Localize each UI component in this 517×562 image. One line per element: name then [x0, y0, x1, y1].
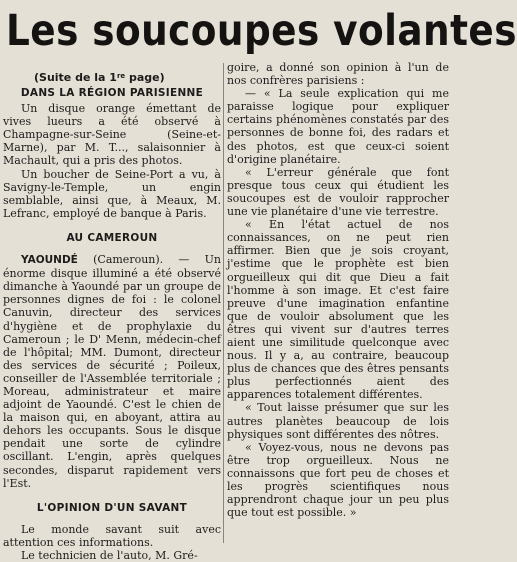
paragraph-yaounde [3, 253, 221, 490]
quote-orgueilleux: « Voyez-vous, nous ne devons pas être trop orgueilleux. Nous ne connaissons que fort peu de choses et les progrès scientifiques nous apprendront chaque jour un peu plus que tout est possible. » [227, 440, 449, 520]
heading-cameroun: AU CAMEROUN [66, 231, 158, 244]
paragraph-monde-savant: Le monde savant suit avec attention ces informations. [3, 522, 221, 549]
continuation-note [34, 69, 234, 85]
heading-paris-region: DANS LA RÉGION PARISIENNE [20, 87, 204, 99]
quote-explication: — « La seule explication qui me paraisse logique pour expliquer certains phénomènes constatés par des personnes de bonne foi, des radars et des photos, est que ceux-ci soient d'origine planétaire. [227, 87, 449, 166]
continuation-note-end: page) [125, 71, 165, 84]
dateline-yaounde: YAOUNDÉ [21, 254, 78, 267]
continuation-note-text: (Suite de la 1 [34, 71, 117, 84]
heading-savant: L'OPINION D'UN SAVANT [36, 501, 188, 514]
quote-connaissances: « En l'état actuel de nos connaissances, on ne peut rien affirmer. Bien que je sois croyant, j'estime que le prophète est bien orgueilleux qui dit que Dieu a fait l'homme à son image. Et c'est faire preuve d'une imagination enfantine que de vouloir absolument que les êtres qui vivent sur d'autres terres aient une similitude quelconque avec nous. Il y a, au contraire, beaucoup plus de chances que des êtres pensants plus perfectionnés aient des apparences totalement différentes. [227, 218, 449, 402]
paragraph-savigny: Un boucher de Seine-Port a vu, à Savigny-le-Temple, un engin semblable, ainsi que, à Meaux, M. Lefranc, employé de banque à Paris. [3, 167, 221, 220]
quote-erreur: « L'erreur générale que font presque tous ceux qui étudient les soucoupes est de vouloir rapprocher une vie planétaire d'une vie terrestre. [227, 165, 449, 219]
column-divider [223, 63, 224, 543]
right-column [227, 61, 449, 543]
paragraph-champagne: Un disque orange émettant de vives lueurs a été observé à Champagne-sur-Seine (Seine-et-Marne), par M. T..., salaisonnier à Machault, qui a pris des photos. [3, 102, 221, 168]
headline: Les soucoupes volantes [6, 6, 517, 56]
continuation-note-sup: re [116, 72, 126, 80]
paragraph-yaounde-text: (Cameroun). — Un énorme disque illuminé a été observé dimanche à Yaoundé par un groupe de personnes dignes de foi : le colonel Canuvin, directeur des services d'hygiène et de prophylaxie du Cameroun ; le D' Menn, médecin-chef de l'hôpital; MM. Dumont, directeur des services de sécurité ; Poileux, conseiller de l'Assemblée territoriale ; Moreau, administrateur et maire adjoint de Yaoundé. C'est le chien de la maison qui, en aboyant, attira au dehors les occupants. Sous le disque pendait une sorte de cylindre oscillant. L'engin, après quelques secondes, disparut rapidement vers l'Est. [3, 253, 221, 490]
left-column [3, 86, 221, 562]
paragraph-technicien: Le technicien de l'auto, M. Gré- [21, 549, 198, 562]
quote-lois-physiques: « Tout laisse présumer que sur les autres planètes beaucoup de lois physiques sont différentes des nôtres. [227, 401, 449, 441]
paragraph-goire: goire, a donné son opinion à l'un de nos confrères parisiens : [227, 61, 449, 88]
